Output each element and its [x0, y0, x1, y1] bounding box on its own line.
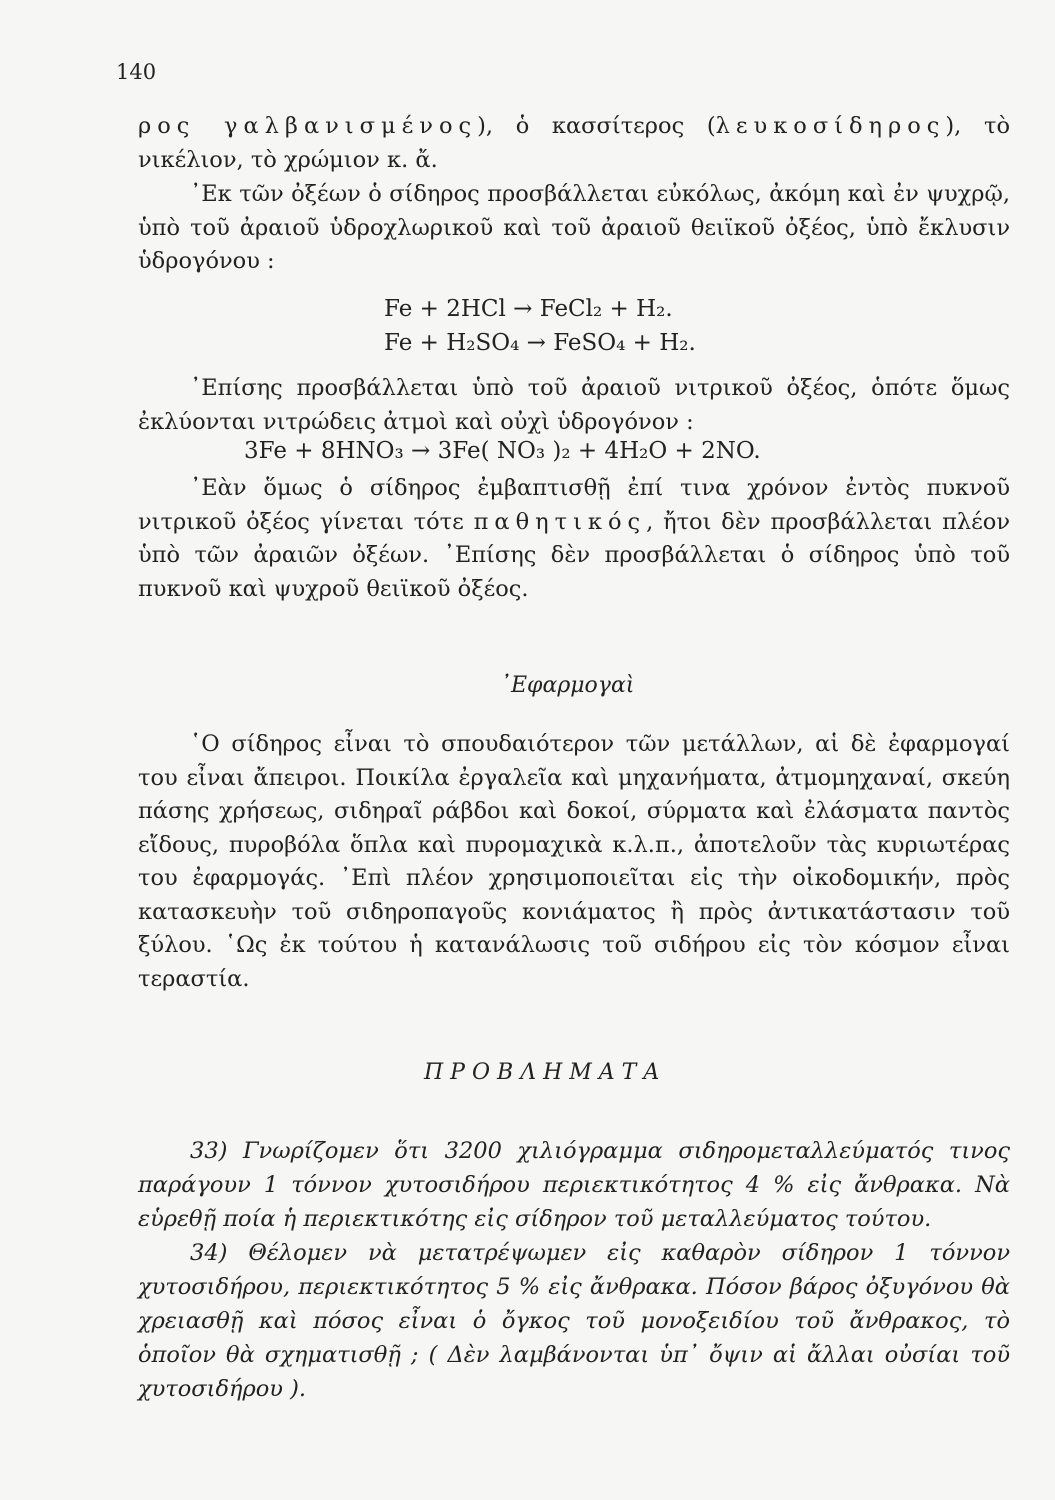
- problem-33: 33) Γνωρίζομεν ὅτι 3200 χιλιόγραμμα σιδηρομεταλλεύματός τινος παράγουν 1 τόννον χυτοσιδήρου περιεκτικότητος 4 % εἰς ἄνθρακα. Νὰ εὑρεθῇ ποία ἡ περιεκτικότης εἰς σίδηρον τοῦ μεταλλεύματος τούτου.: [138, 1138, 1010, 1232]
- paragraph-passive-text-end: , ἤτοι δὲν προσβάλλεται πλέον ὑπὸ τῶν ἀραιῶν ὀξέων. ᾽Επίσης δὲν προσβάλλεται ὁ σίδηρος ὑπὸ τοῦ πυκνοῦ καὶ ψυχροῦ θειϊκοῦ ὀξέος.: [138, 508, 1010, 602]
- equation-hcl: Fe + 2HCl → FeCl₂ + H₂.: [384, 296, 673, 322]
- spaced-word-galvanized: ρος γαλβανισμένος: [138, 113, 478, 139]
- paragraph-acids: ᾽Εκ τῶν ὀξέων ὁ σίδηρος προσβάλλεται εὐκόλως, ἀκόμη καὶ ἐν ψυχρῷ, ὑπὸ τοῦ ἀραιοῦ ὑδροχλωρικοῦ καὶ τοῦ ἀραιοῦ θειϊκοῦ ὀξέος, ὑπὸ ἔκλυσιν ὑδρογόνου :: [138, 181, 1010, 274]
- equation-hno3: 3Fe + 8HNO₃ → 3Fe( NO₃ )₂ + 4H₂O + 2NO.: [244, 438, 761, 464]
- heading-problems: ΠΡΟΒΛΗΜΑΤΑ: [424, 1060, 667, 1085]
- paragraph-applications: ῾Ο σίδηρος εἶναι τὸ σπουδαιότερον τῶν μετάλλων, αἱ δὲ ἐφαρμογαί του εἶναι ἄπειροι. Ποικίλα ἐργαλεῖα καὶ μηχανήματα, ἀτμομηχαναί, σκεύη πάσης χρήσεως, σιδηραῖ ράβδοι καὶ δοκοί, σύρματα καὶ ἐλάσματα παντὸς εἴδους, πυροβόλα ὅπλα καὶ πυρομαχικὰ κ.λ.π., ἀποτελοῦν τὰς κυριωτέρας του ἐφαρμογάς. ᾽Επὶ πλέον χρησιμοποιεῖται εἰς τὴν οἰκοδομικήν, πρὸς κατασκευὴν τοῦ σιδηροπαγοῦς κονιάματος ἢ πρὸς ἀντικατάστασιν τοῦ ξύλου. ῾Ως ἐκ τούτου ἡ κατανάλωσις τοῦ σιδήρου εἰς τὸν κόσμον εἶναι τεραστία.: [138, 731, 1010, 992]
- paragraph-passive: [138, 472, 1010, 606]
- paragraph-intro-text: ), ὁ κασσίτερος (: [477, 113, 716, 139]
- page-number: 140: [116, 60, 157, 84]
- spaced-word-tinplate: λευκοσίδηρος: [715, 113, 946, 139]
- paragraph-intro-text-end: ), τὸ νικέλιον, τὸ χρώμιον κ. ἄ.: [138, 113, 1010, 173]
- paragraph-nitric: ᾽Επίσης προσβάλλεται ὑπὸ τοῦ ἀραιοῦ νιτρικοῦ ὀξέος, ὁπότε ὅμως ἐκλύονται νιτρώδεις ἀτμοὶ καὶ οὐχὶ ὑδρογόνον :: [138, 375, 1010, 435]
- problem-34: 34) Θέλομεν νὰ μετατρέψωμεν εἰς καθαρὸν σίδηρον 1 τόννον χυτοσιδήρου, περιεκτικότητος 5 % εἰς ἄνθρακα. Πόσον βάρος ὀξυγόνου θὰ χρειασθῇ καὶ πόσος εἶναι ὁ ὄγκος τοῦ μονοξειδίου τοῦ ἄνθρακος, τὸ ὁποῖον θὰ σχηματισθῇ ; ( Δὲν λαμβάνονται ὑπ᾽ ὄψιν αἱ ἄλλαι οὐσίαι τοῦ χυτοσιδήρου ).: [138, 1240, 1010, 1402]
- equation-h2so4: Fe + H₂SO₄ → FeSO₄ + H₂.: [384, 330, 696, 356]
- paragraph-passive-text: ᾽Εὰν ὅμως ὁ σίδηρος ἐμβαπτισθῇ ἐπί τινα χρόνον ἐντὸς πυκνοῦ νιτρικοῦ ὀξέος γίνεται τότε: [138, 475, 1010, 535]
- paragraph-intro: [138, 110, 1010, 177]
- heading-applications: ᾽Εφαρμογαὶ: [500, 673, 635, 698]
- spaced-word-passive: παθητικός: [473, 508, 647, 535]
